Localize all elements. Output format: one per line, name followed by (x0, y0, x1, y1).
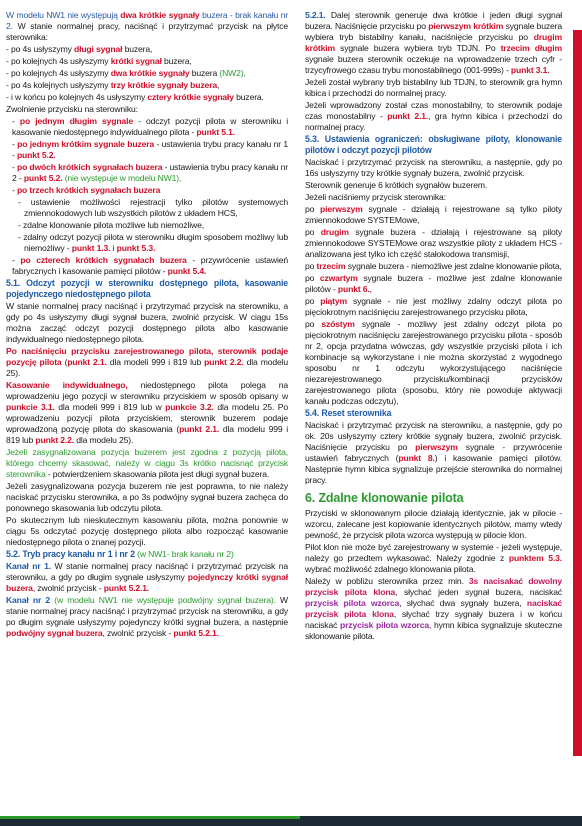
text-span: niedostępnego pilota polega na wprowadzeniu jego pozycji w sterowniku przyciskiem w sposób opisany w (6, 380, 288, 401)
text-span: Należy w pobliżu sterownika przez min. (305, 576, 469, 586)
list-item (6, 185, 288, 196)
text-span: sygnale - nie jest możliwy zdalny odczyt pilota po pięciokrotnym naciśnięciu zarejestrowanego przycisku pilota, (305, 296, 562, 317)
text-span: (w NW1- brak kanału nr 2) (134, 549, 234, 559)
paragraph (6, 380, 288, 446)
text-span: po (305, 319, 322, 329)
text-span: po czterech krótkich sygnałach buzera (20, 255, 187, 265)
text-span: sygnale - działają i rejestrowane są tylko piloty zmiennokodowe SYSTEMowe, (305, 204, 562, 225)
option-item (305, 319, 562, 407)
text-span: punkt 5.3. (116, 243, 156, 253)
text-span: , słychać trzy sygnały buzera i w końcu naciskać (305, 609, 562, 630)
text-span: punkt 5.2. (23, 173, 63, 183)
text-span: Kanał nr 1. (6, 561, 51, 571)
text-span: Kasowanie indywidualnego, (6, 380, 128, 390)
text-span: dla modelu 999 i 819 lub (6, 424, 288, 445)
option-item (305, 204, 562, 226)
paragraph: Po skutecznym lub nieskutecznym kasowaniu pilota, można ponownie w ciągu 5s odczytać pozycję dostępnego pilota albo rozpocząć kasowanie niedostępnego pilota o znanej pozycji. (6, 515, 288, 547)
text-span: Jeżeli wprowadzony został czas monostabilny, to sterownik podaje czas monostabilny - (305, 100, 562, 121)
text-span: buzera, (122, 44, 153, 54)
text-span: buzera (189, 68, 220, 78)
section-heading-5-1: 5.1. Odczyt pozycji w sterowniku dostępnego pilota, kasowanie pojedynczego niedostępnego pilota (6, 278, 288, 299)
text-span: - (12, 139, 18, 149)
text-span: buzera - brak kanału nr 2. (6, 10, 289, 31)
text-span: dla modelu 25). (74, 435, 134, 445)
text-span: - przywrócenie ustawień fabrycznych i kasowanie pamięci pilotów - (12, 255, 288, 276)
text-span: podwójny sygnał buzera (6, 628, 103, 638)
text-span: krótki sygnał (110, 56, 162, 66)
text-span: sygnale buzera - niemożliwe jest zdalne klonowanie pilota, (345, 261, 562, 271)
text-span: punkt 6. (337, 284, 370, 294)
list-item (6, 162, 288, 184)
text-span: - i w końcu po kolejnych 4s usłyszymy (6, 92, 148, 102)
paragraph (6, 595, 288, 639)
list-item (6, 68, 288, 79)
text-span: (NW2), (219, 68, 246, 78)
text-span: i (110, 243, 117, 253)
text-span: punkt 8. (398, 453, 435, 463)
text-span: pojedynczy krótki sygnał buzera (6, 572, 288, 593)
text-span: ( (61, 357, 68, 367)
footer-accent-line (0, 816, 300, 819)
text-span: - ustawienia trybu pracy kanału nr 1 - (12, 139, 288, 160)
text-span: dla modeli 999 i 819 lub w (54, 402, 166, 412)
paragraph (305, 576, 562, 642)
text-span: (w modelu NW1 nie występuje podwójny sygnał buzera). (50, 595, 276, 605)
section-heading-5-3: 5.3. Ustawienia ograniczeń: obsługiwane piloty, klonowanie pilotów i odczyt pozycji pilotów (305, 134, 562, 155)
text-span: punkt 3.1. (510, 65, 550, 75)
text-span: , gra hymn kibica i przechodzi do normalnej pracy. (305, 111, 562, 132)
option-item (305, 261, 562, 272)
text-span: sygnale buzera - działają i rejestrowane są piloty zmiennokodowe SYSTEMowe oraz wszystkie piloty z układem HCS - analizowana jest tylko ich część stałokodowa transmisji, (305, 227, 562, 259)
right-column (305, 10, 562, 643)
text-span: sygnale - możliwy jest zdalny odczyt pilota po pięciokrotnym naciśnięciu zarejestrowanego przycisku pilota - sposób nr 2, opcja przydatna wówczas, gdy wszystkie przyciski pilota i ich kombinacje są wykorzystane i nie można skorzystać z wygodnego sposobu nr 1 odczytu wykorzystującego naciśnięcie niezarejestrowanego przycisku/kombinacji przycisków zarejestrowanego pilota (sposobu, który nie powoduje aktywacji kanału podczas odczytu), (305, 319, 562, 406)
paragraph (6, 561, 288, 594)
text-span: buzera, (161, 56, 192, 66)
text-span: naciskać przycisk pilota klona (305, 598, 562, 619)
sub-list-item: - zdalne klonowanie pilota możliwe lub niemożliwe, (18, 220, 204, 230)
text-span: punktem 5.3. (508, 553, 562, 563)
section-heading-5-2 (6, 549, 288, 560)
paragraph: Jeżeli zasygnalizowana pozycja buzerem nie jest poprawna, to nie należy naciskać przycisku sterownika, a po 3s podwójny sygnał buzera zachęca do ponownego skasowania lub odczytu pilota. (6, 481, 288, 513)
text-span: przycisk pilota wzorca (340, 620, 429, 630)
paragraph (305, 100, 562, 133)
text-span: czwartym (319, 273, 358, 283)
text-span: punkcie 3.2. (165, 402, 214, 412)
list-item (6, 92, 288, 103)
text-span: punkt 2.2. (35, 435, 75, 445)
text-span: , hymn kibica sygnalizuje skuteczne sklonowanie pilota. (305, 620, 562, 641)
text-span: po (305, 227, 321, 237)
sub-list-item (6, 232, 288, 254)
paragraph: Naciskać i przytrzymać przycisk na sterowniku, a następnie, gdy po 16s usłyszymy trzy krótkie sygnały buzera, zwolnić przycisk. (305, 157, 562, 178)
text-span: szóstym (321, 319, 355, 329)
side-accent-bar (573, 30, 582, 756)
text-span: 3s nacisakać dowolny przycisk pilota klona (305, 576, 562, 597)
text-span: dwa krótkie sygnały (120, 10, 200, 20)
paragraph (305, 10, 562, 76)
text-span: W stanie normalnej pracy naciśnąć i przytrzymać przycisk na sterowniku, a gdy po długim sygnale usłyszymy (6, 561, 288, 582)
text-span: pierwszym (320, 204, 363, 214)
text-span: po dwóch krótkich sygnałach buzera (16, 162, 163, 172)
text-span: punkt 5.4. (167, 266, 207, 276)
text-span: drugim krótkim (305, 32, 562, 53)
text-span: W modelu NW1 nie występują (6, 10, 121, 20)
text-span: po jednym krótkim sygnale buzera (17, 139, 155, 149)
text-span: - potwierdzeniem skasowania pilota jest długi sygnał buzera. (45, 469, 270, 479)
text-span: - po 4s usłyszymy (6, 44, 74, 54)
text-span: , (369, 284, 372, 294)
text-span: wybrać możliwość zdalnego klonowania pilota. (305, 564, 476, 574)
text-span: punkt 5.2. (16, 150, 56, 160)
text-span: - ustawienia trybu pracy kanału nr 2 - (12, 162, 288, 183)
text-span: punkcie 3.1. (6, 402, 55, 412)
text-span: - (12, 185, 17, 195)
section-heading-5-4: 5.4. Reset sterownika (305, 408, 392, 418)
option-item (305, 273, 562, 295)
paragraph (305, 542, 562, 575)
text-span: Pilot klon nie może być zarejestrowany w systemie - jeżeli występuje, należy go przedtem wykasować. Należy zgodnie z (305, 542, 562, 563)
paragraph: W stanie normalnej pracy naciśnąć i przytrzymać przycisk na sterowniku, a gdy po 4s usłyszymy długi sygnał buzera, zwolnić przycisk. W ciągu 15s można zacząć odczyt pozycji dostępnego pilota albo kasowanie indywidualnego niedostępnego pilota. (6, 301, 288, 344)
text-span: sygnale buzera sterownik oczekuje na wprowadzenie trzech cyfr - trzycyfrowego czasu trybu monostabilnego (001-999s) - (305, 54, 562, 75)
text-span: dla modelu 25. Po wprowadzeniu pozycji pilota przyciskiem, sterownik buzerem podaje wprowadzoną pozycję pilota do skasowania ( (6, 402, 288, 434)
text-span: W stanie normalnej pracy naciśnąć i przytrzymać przycisk na sterowniku, a gdy po długim sygnale usłyszymy pojedynczy krótki sygnał buzera, a następnie (6, 595, 288, 627)
text-span: sygnale buzera wybiera tryb bistabilny kanału, naciśnięcie przycisku po (305, 21, 562, 42)
text-span: 5.2. Tryb pracy kanału nr 1 i nr 2 (6, 549, 135, 559)
list-item (6, 80, 288, 91)
text-span: trzecim (316, 261, 346, 271)
text-span: piątym (320, 296, 348, 306)
text-span: punkt 2.1. (179, 424, 220, 434)
paragraph: Jeżeli został wybrany tryb bistabilny lub TDJN, to sterownik gra hymn kibica i przechodzi do normalnej pracy. (305, 77, 562, 98)
text-span: po jednym długim sygnale (19, 116, 133, 126)
text-span: pierwszym (415, 442, 458, 452)
text-span: - zdalny odczyt pozycji pilota w sterowniku długim sposobem możliwy lub niemożliwy - (18, 232, 288, 253)
intro-paragraph (6, 10, 288, 43)
sub-list-item: - ustawienie możliwości rejestracji tylko pilotów systemowych zmiennokodowych lub wszystkich pilotów z układem HCS, (18, 197, 288, 218)
text-span: - (12, 255, 21, 265)
option-item (305, 296, 562, 318)
text-span: - odczyt pozycji pilota w sterowniku i kasowanie niedostępnego indywidualnego pilota - (12, 116, 288, 137)
paragraph (305, 420, 562, 486)
text-span: po (305, 204, 321, 214)
paragraph: Sterownik generuje 6 krótkich sygnałów buzerem. (305, 180, 488, 190)
paragraph: Jeżeli naciśniemy przycisk sterownika: (305, 192, 446, 202)
text-span: - po kolejnych 4s usłyszymy (6, 68, 111, 78)
paragraph (6, 346, 288, 379)
text-span: dwa krótkie sygnały (110, 68, 190, 78)
text-span: buzera. (233, 92, 264, 102)
text-span: punkt 2.1. (67, 357, 107, 367)
text-span: , słychać dwa sygnały buzera, (399, 598, 527, 608)
text-span: Naciskać i przytrzymać przycisk na sterowniku, a następnie, gdy po ok. 20s usłyszymy cztery krótkie sygnały buzera, zwolnić przycisk. Naciśnięcie przycisku po (305, 420, 562, 452)
text-span: - (12, 162, 17, 172)
text-span: cztery krótkie sygnały (147, 92, 234, 102)
text-span: ) i kasowanie pamięci pilotów. Następnie hymn kibica sygnalizuje przejście sterownika do normalnej pracy. (305, 453, 562, 485)
list-item (6, 56, 288, 67)
left-column (6, 10, 288, 640)
text-span: Kanał nr 2 (6, 595, 51, 605)
text-span: sygnale buzera wybiera tryb TDJN. Po (335, 43, 501, 53)
text-span: trzy krótkie sygnały buzera (110, 80, 217, 90)
text-span: po (305, 261, 317, 271)
text-span: 5.2.1. (305, 10, 326, 20)
text-span: punkt 2.1. (387, 111, 429, 121)
list-item (6, 139, 288, 161)
text-span: dla modeli 999 i 819 lub (106, 357, 205, 367)
text-span: , zwolnić przycisk - (102, 628, 174, 638)
text-span: punkt 5.2.1. (103, 583, 150, 593)
text-span: , zwolnić przycisk - (32, 583, 104, 593)
text-span: sygnale - przywrócenie ustawień fabrycznych ( (305, 442, 562, 463)
text-span: dla modelu 25). (6, 357, 288, 378)
text-span: Jeżeli zasygnalizowana pozycja buzerem jest zgodna z pozycją pilota, którego chcemy skasować, należy w ciągu 3s krótko nacisnąć przycisk sterownika (6, 447, 288, 479)
paragraph (6, 447, 288, 480)
footer-bar (0, 816, 582, 826)
text-span: , słychać jeden sygnał buzera, naciskać (395, 587, 562, 597)
option-item (305, 227, 562, 260)
text-span: Dalej sterownik generuje dwa krótkie i jeden długi sygnał buzera. Naciśnięcie przycisku po (305, 10, 562, 31)
text-span: przycisk pilota wzorca (305, 598, 400, 608)
text-span: punkt 2.2. (204, 357, 244, 367)
text-span: W stanie normalnej pracy, naciśnąć i przytrzymać przycisk na płytce sterownika: (6, 21, 288, 42)
text-span: po (305, 273, 320, 283)
text-span: punkt 5.2.1. (173, 628, 219, 638)
text-span: punkt 1.3. (71, 243, 111, 253)
list-item (6, 44, 288, 55)
text-span: - po kolejnych 4s usłyszymy (6, 56, 111, 66)
list-item (6, 255, 288, 277)
text-span: , (216, 80, 220, 90)
text-span: - (12, 116, 20, 126)
text-span: drugim (320, 227, 349, 237)
paragraph: Przyciski w sklonowanym pilocie działają identycznie, jak w pilocie - wzorcu, zalecane jest kopiowanie identycznych pilotów, mamy wtedy pewność, że przycisk pilota wzorca występują w pilocie klon. (305, 508, 562, 540)
release-heading: Zwolnienie przycisku na sterowniku: (6, 104, 138, 114)
text-span: - po 4s kolejnych usłyszymy (6, 80, 111, 90)
text-span: po trzech krótkich sygnałach buzera (16, 185, 161, 195)
text-span: sygnale buzera - możliwe jest zdalne klonowanie pilotów - (305, 273, 562, 294)
section-heading-6: 6. Zdalne klonowanie pilota (305, 491, 464, 505)
text-span: trzecim długim (500, 43, 562, 53)
text-span: Po naciśnięciu przycisku zarejestrowanego pilota, sterownik podaje pozycję pilota (6, 346, 288, 367)
text-span: punkt 5.1. (196, 127, 236, 137)
text-span: (nie występuje w modelu NW1), (62, 173, 182, 183)
list-item (6, 116, 288, 138)
text-span: długi sygnał (73, 44, 123, 54)
text-span: pierwszym krótkim (428, 21, 504, 31)
text-span: po (305, 296, 321, 306)
